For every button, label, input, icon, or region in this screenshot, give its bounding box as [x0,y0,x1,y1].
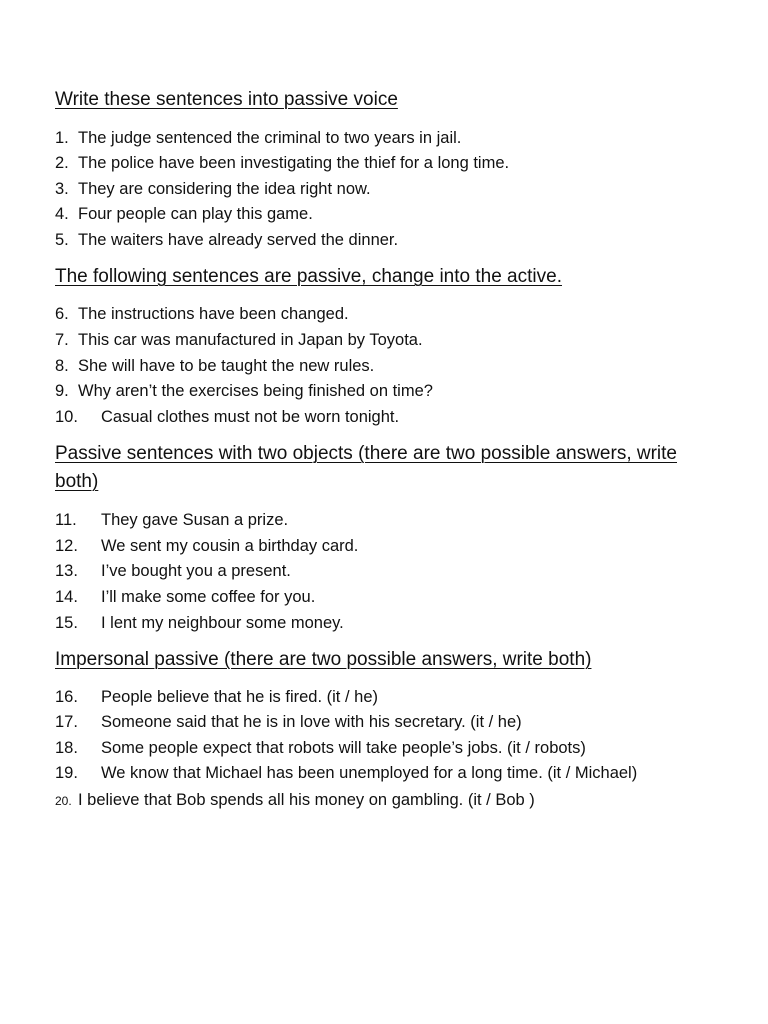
item-number: 17. [55,713,78,731]
item-number: 16. [55,688,78,706]
item-number: 10. [55,408,78,426]
item-text: We know that Michael has been unemployed for a long time. (it / Michael) [101,764,638,782]
item-text: She will have to be taught the new rules. [78,357,375,375]
item-text: I’ll make some coffee for you. [101,588,316,606]
item-text: They gave Susan a prize. [101,511,289,529]
item-text: I’ve bought you a present. [101,562,291,580]
item-text: Why aren’t the exercises being finished on time? [78,382,433,400]
list-item [55,380,433,402]
section-heading: Passive sentences with two objects (there are two possible answers, write both) [55,443,677,492]
item-number: 2. [55,154,69,172]
section-heading: The following sentences are passive, change into the active. [55,266,562,287]
list-item [55,686,378,708]
list-item [55,535,358,557]
item-text: We sent my cousin a birthday card. [101,537,359,555]
item-number: 13. [55,562,78,580]
item-number: 20. [55,794,72,808]
item-number: 19. [55,764,78,782]
item-number: 11. [55,511,77,529]
list-item [55,355,374,377]
list-item [55,329,423,351]
item-number: 6. [55,305,69,323]
item-text: I lent my neighbour some money. [101,614,344,632]
item-number: 14. [55,588,78,606]
item-text: Casual clothes must not be worn tonight. [101,408,400,426]
item-text: This car was manufactured in Japan by Toyota. [78,331,423,349]
list-item [55,560,291,582]
list-item [55,203,313,225]
item-number: 12. [55,537,78,555]
list-item [55,229,398,251]
list-item [55,762,637,784]
item-text: People believe that he is fired. (it / he) [101,688,378,706]
list-item [55,737,586,759]
item-text: Four people can play this game. [78,205,313,223]
item-text: Some people expect that robots will take people’s jobs. (it / robots) [101,739,586,757]
list-item [55,406,399,428]
section-heading: Impersonal passive (there are two possible answers, write both) [55,649,592,670]
list-item [55,303,349,325]
list-item [55,509,288,531]
item-number: 1. [55,129,69,147]
list-item [55,586,315,608]
item-text: The judge sentenced the criminal to two years in jail. [78,129,462,147]
item-number: 4. [55,205,69,223]
item-number: 8. [55,357,69,375]
section-heading: Write these sentences into passive voice [55,89,398,110]
item-text: Someone said that he is in love with his secretary. (it / he) [101,713,522,731]
item-text: They are considering the idea right now. [78,180,371,198]
item-number: 5. [55,231,69,249]
item-text: The waiters have already served the dinner. [78,231,399,249]
item-number: 18. [55,739,78,757]
item-number: 9. [55,382,69,400]
list-item [55,127,461,149]
list-item [55,178,371,200]
item-text: I believe that Bob spends all his money on gambling. (it / Bob ) [78,791,535,809]
item-number: 3. [55,180,69,198]
list-item [55,612,344,634]
item-number: 7. [55,331,69,349]
list-item [55,152,509,174]
list-item [55,789,535,812]
item-text: The police have been investigating the thief for a long time. [78,154,510,172]
item-number: 15. [55,614,78,632]
item-text: The instructions have been changed. [78,305,349,323]
list-item [55,711,522,733]
